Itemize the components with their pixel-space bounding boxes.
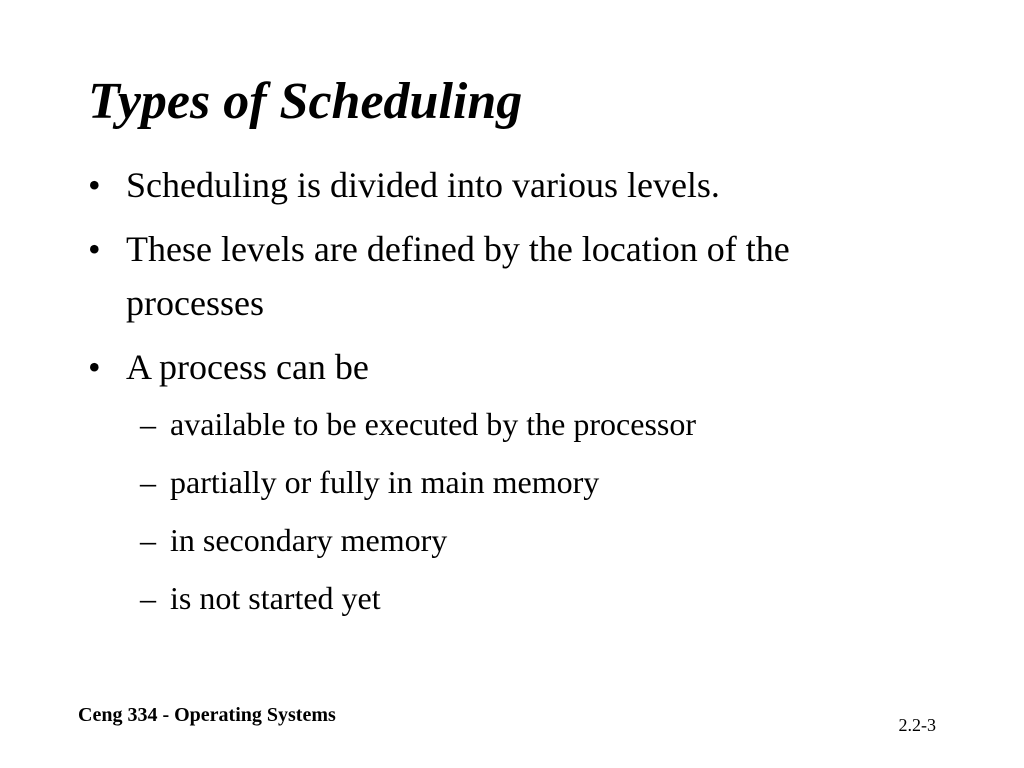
- bullet-text: A process can be: [126, 347, 369, 387]
- sub-bullet-list: [88, 404, 928, 618]
- bullet-list: [88, 158, 928, 636]
- sub-bullet-item: [88, 520, 928, 560]
- bullet-marker: •: [88, 165, 101, 205]
- bullet-text: These levels are defined by the location of the processes: [126, 229, 790, 323]
- sub-bullet-text: available to be executed by the processor: [170, 406, 696, 442]
- sub-bullet-text: partially or fully in main memory: [170, 464, 600, 500]
- slide-footer: Ceng 334 - Operating Systems: [78, 704, 336, 726]
- bullet-marker: •: [88, 229, 101, 269]
- sub-bullet-item: [88, 462, 928, 502]
- bullet-item: [88, 222, 928, 330]
- slide-title: Types of Scheduling: [88, 73, 523, 130]
- bullet-text: Scheduling is divided into various levels.: [126, 165, 720, 205]
- sub-bullet-marker: –: [140, 464, 156, 500]
- bullet-marker: •: [88, 347, 101, 387]
- sub-bullet-marker: –: [140, 580, 156, 616]
- sub-bullet-item: [88, 404, 928, 444]
- sub-bullet-marker: –: [140, 406, 156, 442]
- sub-bullet-text: in secondary memory: [170, 522, 448, 558]
- bullet-item: [88, 340, 928, 394]
- page-number: 2.2-3: [898, 715, 936, 735]
- sub-bullet-marker: –: [140, 522, 156, 558]
- sub-bullet-item: [88, 578, 928, 618]
- bullet-item: [88, 158, 928, 212]
- sub-bullet-group: [88, 404, 928, 618]
- sub-bullet-text: is not started yet: [170, 580, 381, 616]
